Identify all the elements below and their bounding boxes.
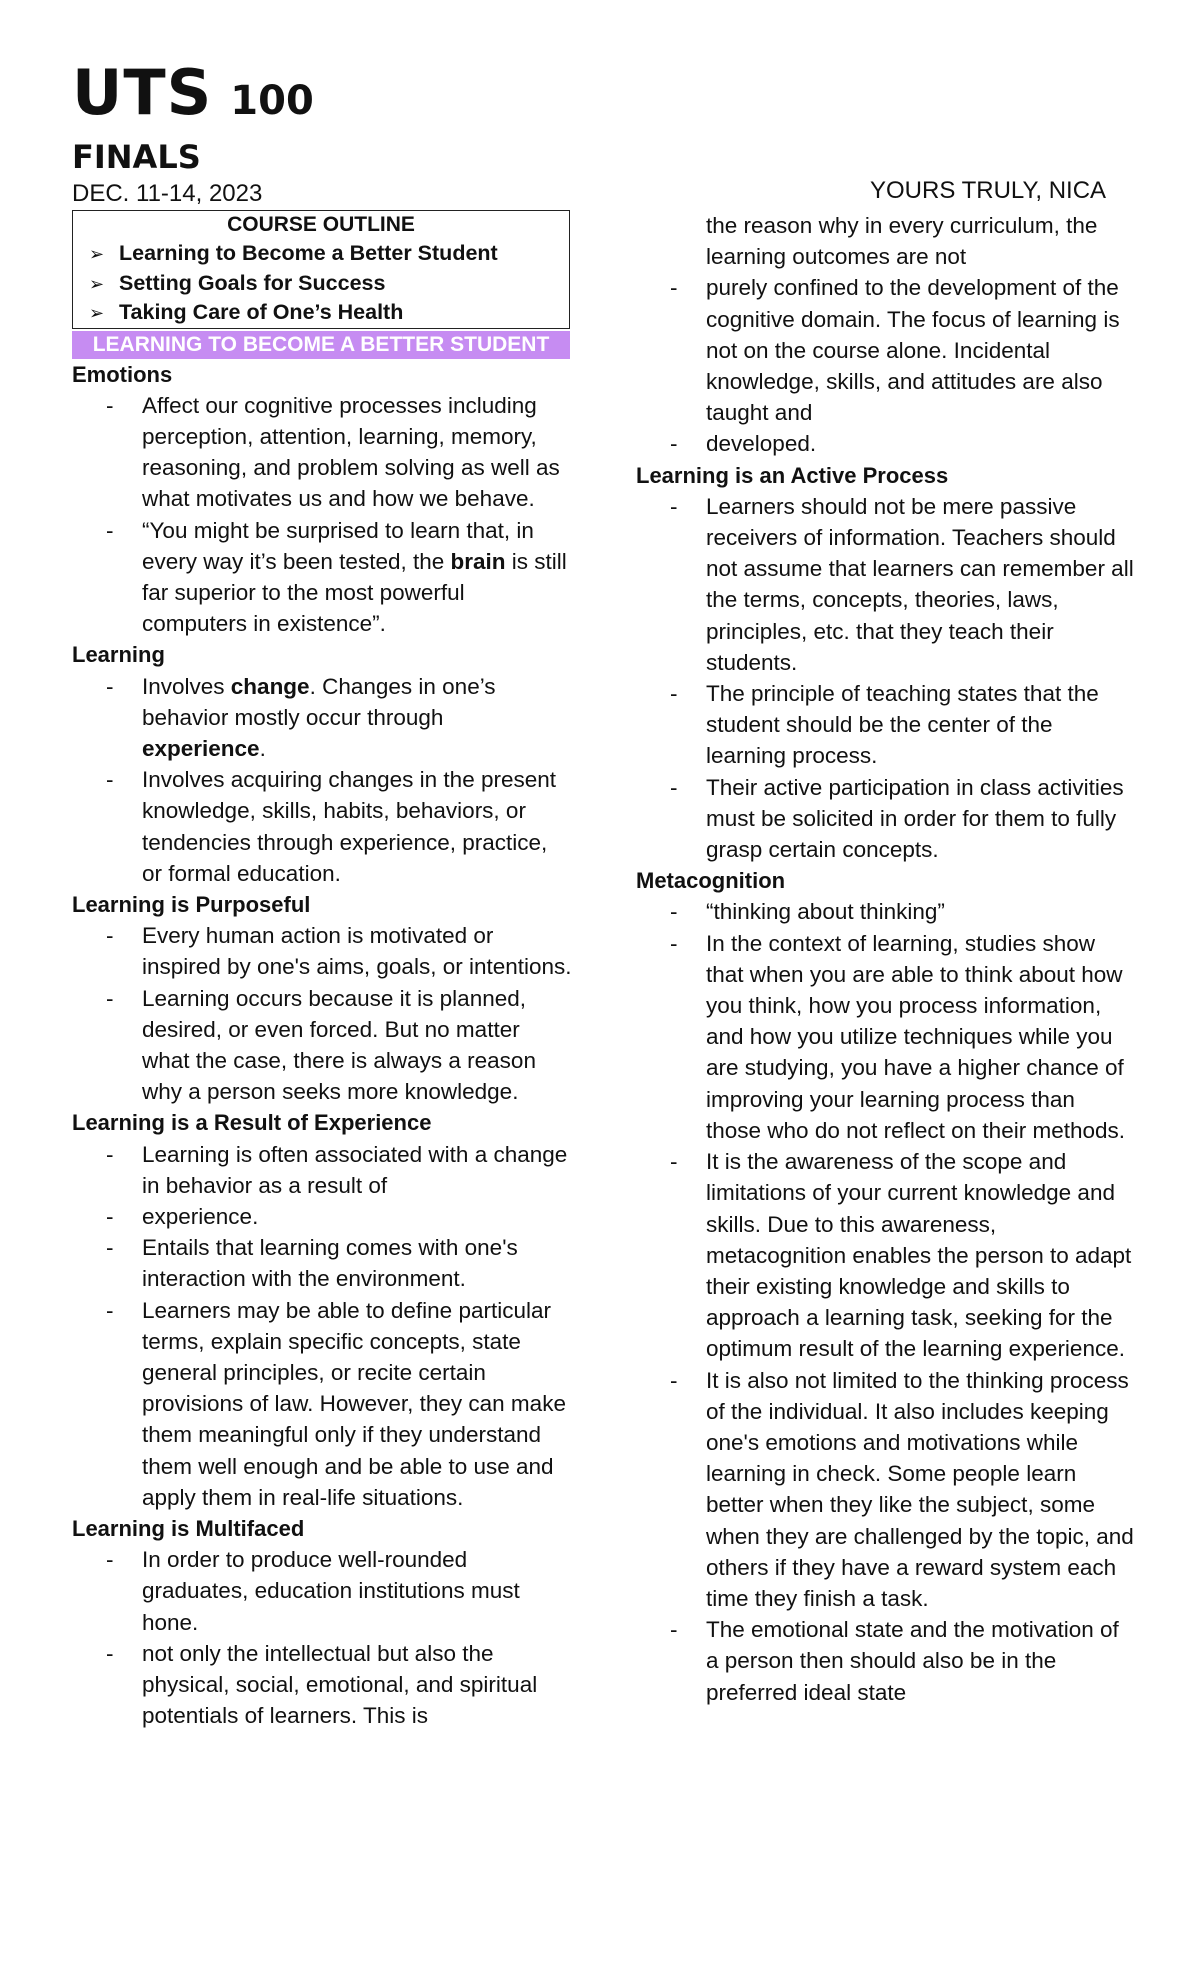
section-title-band: LEARNING TO BECOME A BETTER STUDENT — [72, 331, 570, 359]
bullet-item: - Learners may be able to define particular terms, explain specific concepts, state general principles, or recite certain provisions of law. However, they can make them meaningful only if they understand them well enough and be able to use and apply them in real-life situations. — [106, 1297, 566, 1510]
arrow-bullet-icon: ➢ — [89, 244, 105, 264]
bullet-item: - Learning occurs because it is planned, desired, or even forced. But no matter what the case, there is always a reason why a person seeks more knowledge. — [106, 985, 536, 1105]
bullet-item: - Their active participation in class activities must be solicited in order for them to fully grasp certain concepts. — [670, 774, 1124, 863]
heading-emotions: Emotions — [72, 361, 173, 387]
course-outline-title: COURSE OUTLINE — [227, 213, 415, 236]
course-code: UTS — [72, 56, 213, 129]
heading-learning: Learning — [72, 642, 165, 668]
bullet-item: - “thinking about thinking” — [670, 899, 945, 925]
bullet-item: - In order to produce well-rounded graduates, education institutions must hone. — [106, 1547, 520, 1635]
heading-purposeful: Learning is Purposeful — [72, 891, 311, 917]
bullet-item: - experience. — [106, 1203, 259, 1229]
bullet-item: - developed. — [670, 431, 817, 457]
bullet-item: - Entails that learning comes with one's interaction with the environment. — [106, 1235, 518, 1292]
bullet-item: - Affect our cognitive processes including perception, attention, learning, memory, reasoning, and problem solving as well as what motivates us and how we behave. — [106, 392, 560, 512]
right-column — [636, 210, 1136, 1708]
heading-multifaced: Learning is Multifaced — [72, 1516, 305, 1542]
exam-title: FINALS — [72, 138, 201, 176]
outline-item: ➢ Learning to Become a Better Student — [79, 239, 563, 269]
bullet-item: - The emotional state and the motivation of a person then should also be in the preferred ideal state — [670, 1617, 1119, 1705]
heading-active-process: Learning is an Active Process — [636, 462, 949, 488]
bullet-item: - not only the intellectual but also the physical, social, emotional, and spiritual potentials of learners. This is — [106, 1640, 538, 1729]
bullet-item: - It is the awareness of the scope and limitations of your current knowledge and skills. Due to this awareness, metacognition enables the person to adapt their existing knowledge and skills to approach a learning task, seeking for the optimum result of the learning experience. — [670, 1149, 1132, 1362]
heading-experience: Learning is a Result of Experience — [72, 1110, 432, 1136]
bullet-item: - The principle of teaching states that the student should be the center of the learning process. — [670, 681, 1099, 769]
bullet-item: - purely confined to the development of the cognitive domain. The focus of learning is not on the course alone. Incidental knowledge, skills, and attitudes are also taught and — [670, 275, 1120, 426]
outline-item: ➢ Setting Goals for Success — [79, 269, 563, 299]
page-title — [72, 56, 314, 129]
continued-text: the reason why in every curriculum, the learning outcomes are not — [706, 213, 1098, 270]
bullet-item: - Every human action is motivated or inspired by one's aims, goals, or intentions. — [106, 923, 572, 980]
heading-metacognition: Metacognition — [636, 868, 786, 894]
arrow-bullet-icon: ➢ — [89, 273, 105, 294]
bullet-item: - Involves change. Changes in one’s behavior mostly occur through experience. — [106, 673, 496, 761]
bullet-item: - “You might be surprised to learn that, in every way it’s been tested, the brain is still far superior to the most powerful computers in existence”. — [106, 517, 567, 637]
bullet-item: - It is also not limited to the thinking process of the individual. It also includes keeping one's emotions and motivations while learning in check. Some people learn better when they like the subject, some when they are challenged by the topic, and others if they have a reward system each time they finish a task. — [670, 1367, 1134, 1611]
course-outline-box — [72, 210, 570, 329]
exam-date: DEC. 11-14, 2023 — [72, 180, 263, 207]
course-number: 100 — [230, 78, 314, 124]
left-column — [72, 210, 572, 1731]
bullet-item: - Involves acquiring changes in the present knowledge, skills, habits, behaviors, or tendencies through experience, practice, or formal education. — [106, 767, 557, 886]
author-signature: YOURS TRULY, NICA — [870, 177, 1107, 204]
bullet-item: - Learning is often associated with a change in behavior as a result of — [106, 1141, 568, 1198]
bullet-item: - Learners should not be mere passive receivers of information. Teachers should not assume that learners can remember all the terms, concepts, theories, laws, principles, etc. that they teach their students. — [670, 493, 1134, 675]
outline-item: ➢ Taking Care of One’s Health — [79, 298, 563, 328]
bullet-item: - In the context of learning, studies show that when you are able to think about how you think, how you process information, and how you utilize techniques while you are studying, you have a higher chance of improving your learning process than those who do not reflect on their methods. — [670, 930, 1125, 1143]
arrow-bullet-icon: ➢ — [89, 303, 105, 323]
